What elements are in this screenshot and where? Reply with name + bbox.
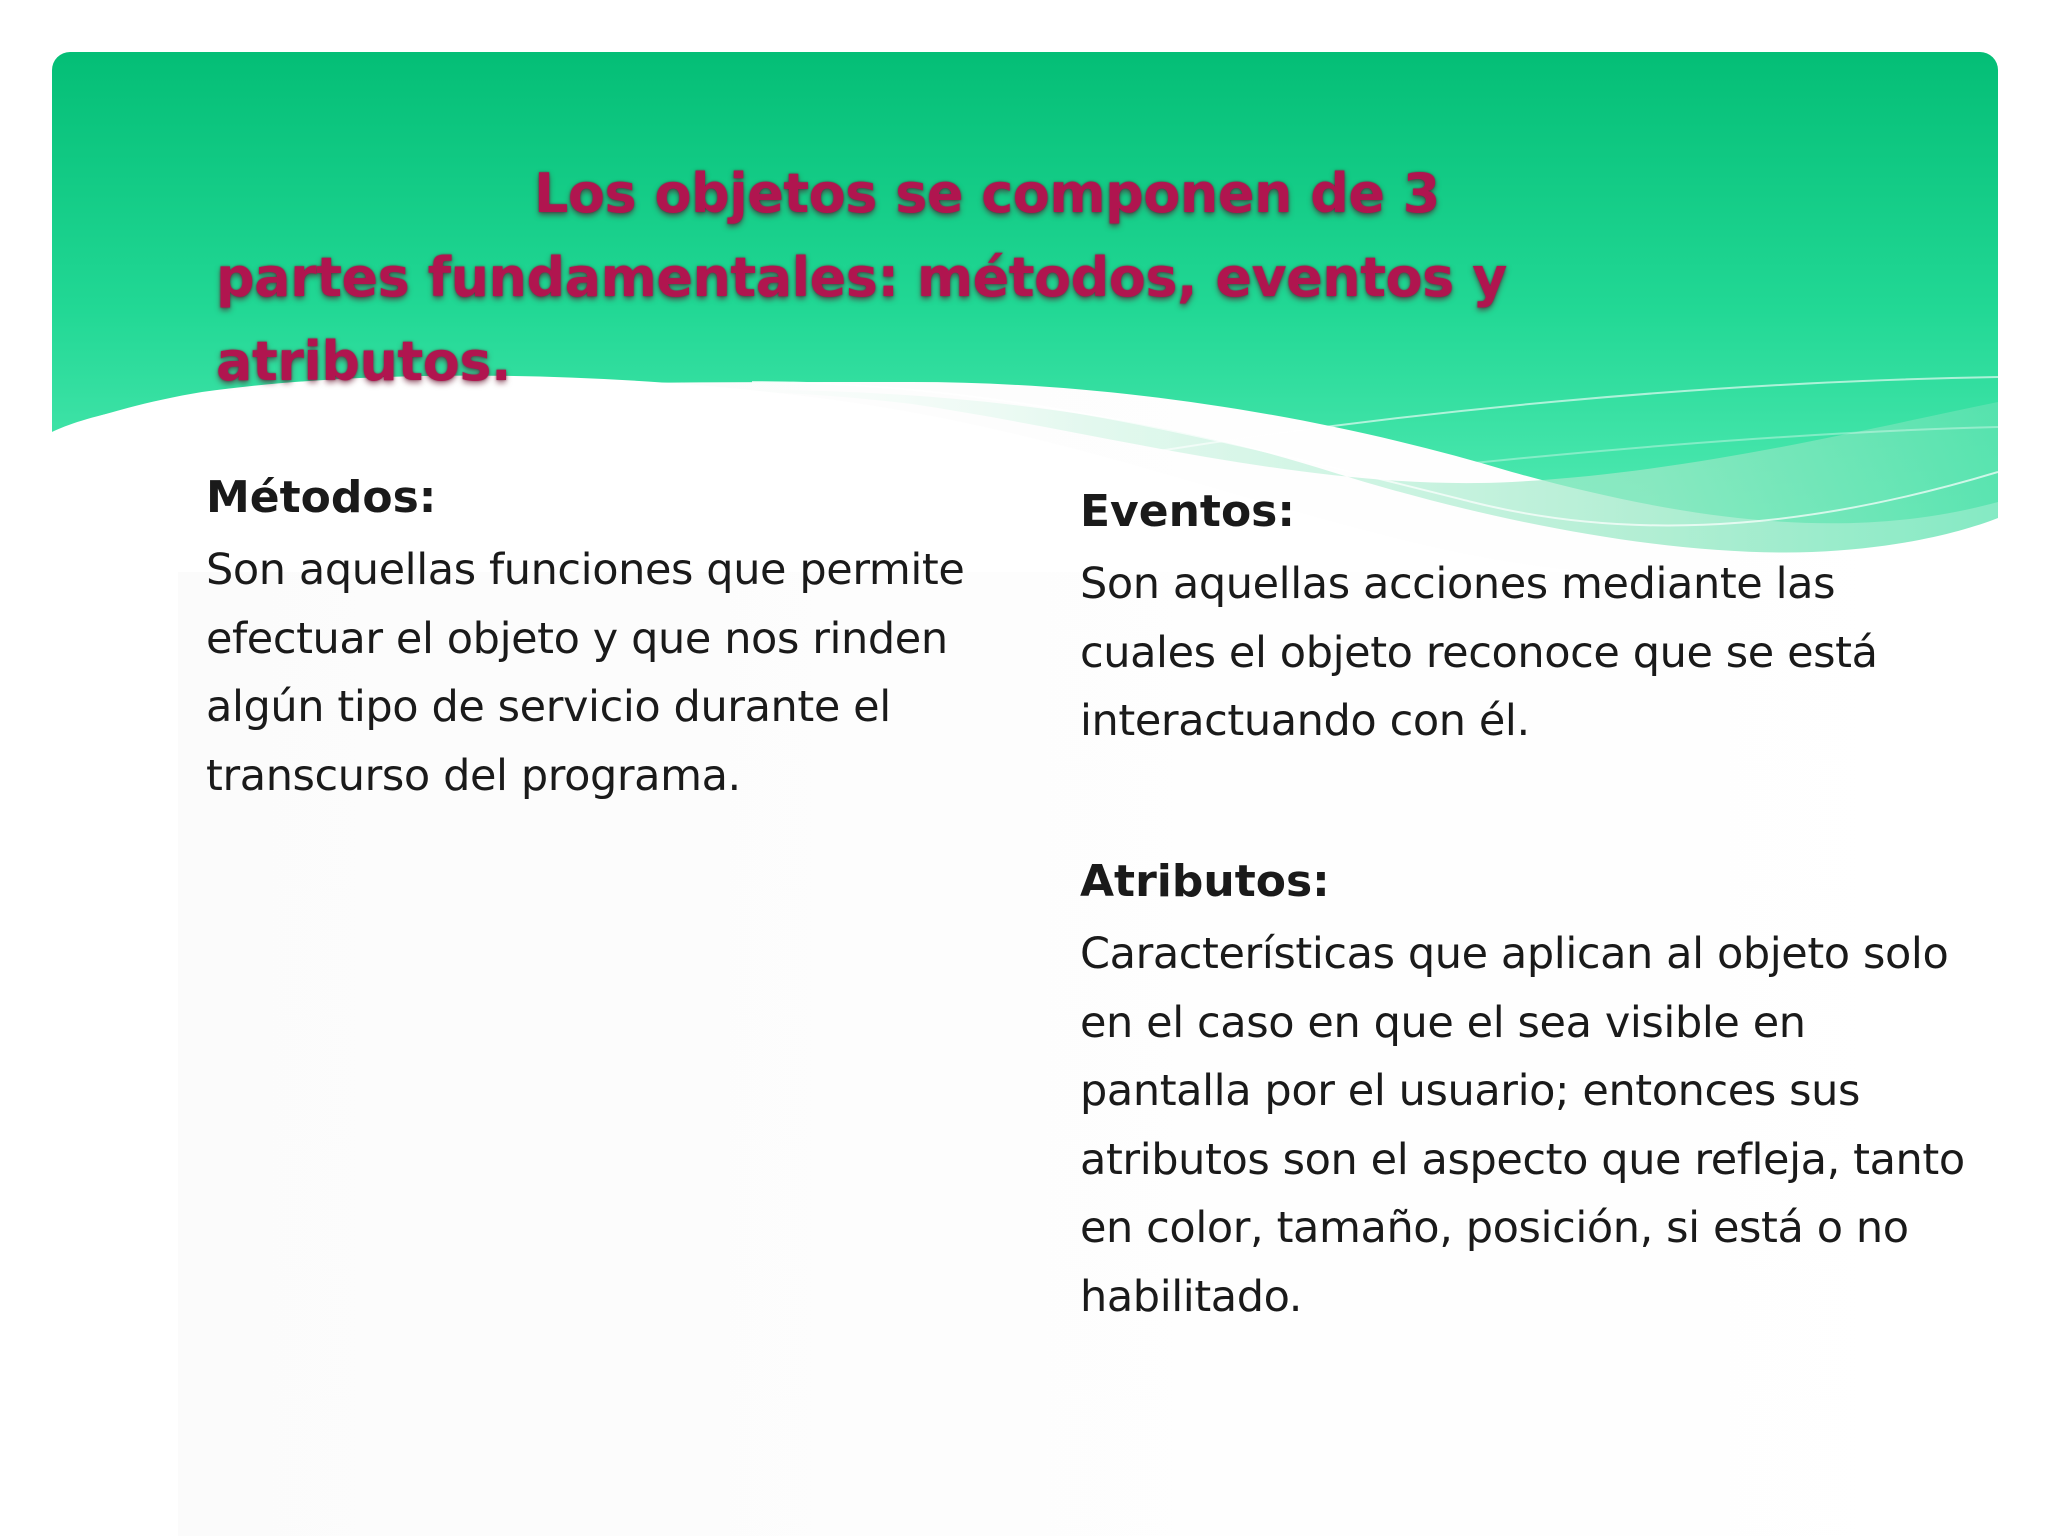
atributos-body: Características que aplican al objeto solo en el caso en que el sea visible en pantalla por el usuario; entonces sus atributos son el aspecto que refleja, tanto en color, tamaño, posición, si está o no habilitado.	[1080, 929, 1965, 1322]
metodos-heading: Métodos:	[206, 472, 437, 523]
eventos-heading: Eventos:	[1080, 486, 1295, 537]
metodos-body: Son aquellas funciones que permite efectuar el objeto y que nos rinden algún tipo de servicio durante el transcurso del programa.	[206, 545, 965, 801]
section-atributos	[1080, 852, 1980, 1331]
section-eventos	[1080, 482, 1980, 756]
atributos-heading: Atributos:	[1080, 856, 1330, 907]
slide-title	[150, 152, 1750, 404]
title-line-1: Los objetos se componen de 3	[534, 162, 1440, 225]
eventos-body: Son aquellas acciones mediante las cuales el objeto reconoce que se está interactuando con él.	[1080, 559, 1878, 746]
title-line-2: partes fundamentales: métodos, eventos y atributos.	[216, 246, 1507, 393]
section-metodos	[206, 468, 1056, 810]
